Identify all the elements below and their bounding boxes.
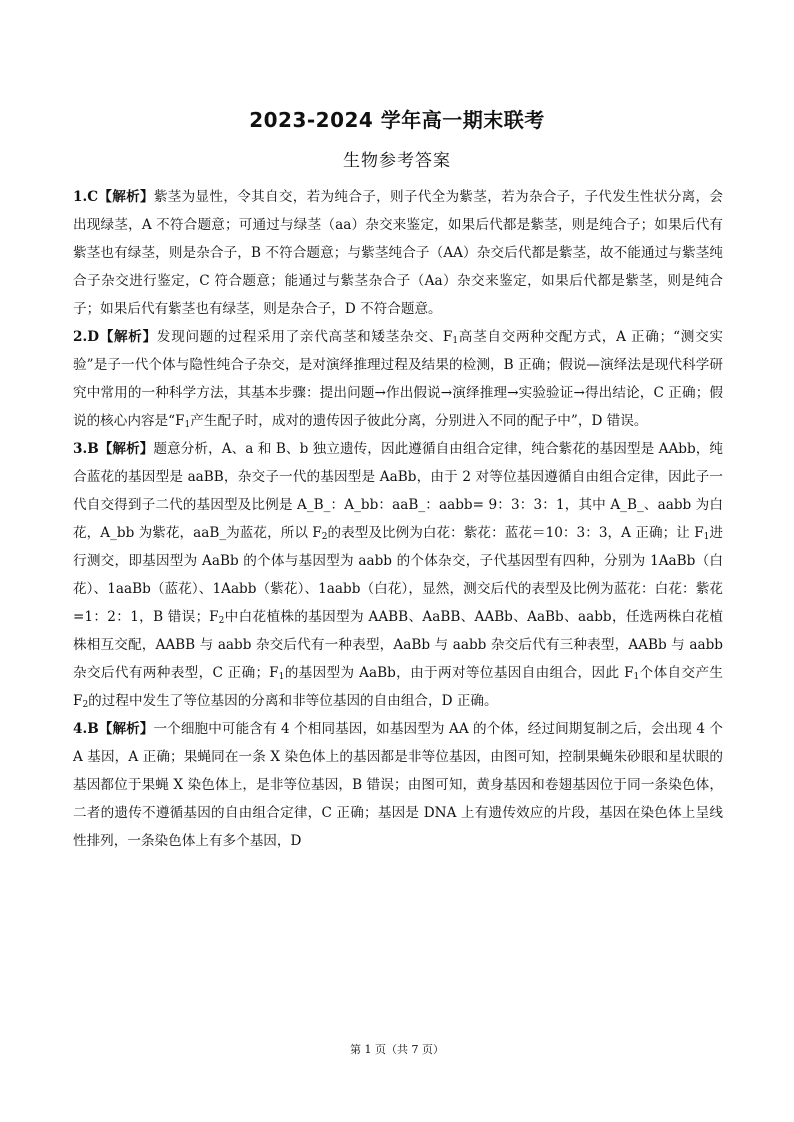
subscript: 1 bbox=[278, 672, 285, 682]
answer-text: 进行测交，即基因型为 AaBb 的个体与基因型为 aabb 的个体杂交，子代基因型有四种，分别为 1AaBb（白花）、1aaBb（蓝花）、1Aabb（紫花）、1aabb（白花），显然，测交后代的表型及比例为蓝花：白花：紫花=1：2：1，B 错误；F bbox=[73, 525, 724, 625]
subscript: 1 bbox=[703, 532, 710, 542]
subscript: 2 bbox=[321, 532, 328, 542]
answer-number: 4.B bbox=[73, 721, 99, 737]
answer-item bbox=[73, 323, 723, 435]
subscript: 1 bbox=[633, 672, 640, 682]
answer-number: 1.C bbox=[73, 189, 99, 205]
answer-text: 紫茎为显性，令其自交，若为纯合子，则子代全为紫茎，若为杂合子，子代发生性状分离，会出现绿茎，A 不符合题意；可通过与绿茎（aa）杂交来鉴定，如果后代都是紫茎，则是纯合子；如果后代有紫茎也有绿茎，则是杂合子，B 不符合题意；与紫茎纯合子（AA）杂交后代都是紫茎，故不能通过与紫茎纯合子杂交进行鉴定，C 符合题意；能通过与紫茎杂合子（Aa）杂交来鉴定，如果后代都是紫茎，则是纯合子；如果后代有紫茎也有绿茎，则是杂合子，D 不符合题意。 bbox=[73, 189, 724, 317]
answer-text: 题意分析，A、a 和 B、b 独立遗传，因此遵循自由组合定律，纯合紫花的基因型是 AAbb，纯合蓝花的基因型是 aaBB，杂交子一代的基因型是 AaBb，由于 2 对等位基因遵循自由组合定律，因此子一代自交得到子二代的基因型及比例是 A_B_：A_bb：aaB_：aabb= 9：3：3：1，其中 A_B_、aabb 为白花，A_bb 为紫花，aaB_为蓝花，所以 F bbox=[73, 441, 724, 541]
subscript: 2 bbox=[218, 616, 225, 626]
page-footer: 第 1 页（共 7 页） bbox=[350, 1043, 444, 1056]
answer-text: 个体自交产生 F bbox=[73, 665, 724, 709]
analysis-tag: 【解析】 bbox=[98, 189, 154, 205]
answer-text: 的表型及比例为白花：紫花：蓝花＝10：3：3，A 正确；让 F bbox=[327, 525, 704, 541]
answer-item bbox=[73, 715, 723, 855]
answer-number: 2.D bbox=[73, 329, 99, 345]
subscript: 2 bbox=[82, 700, 89, 710]
page-subtitle: 生物参考答案 bbox=[343, 151, 451, 171]
answer-text: 的基因型为 AaBb，由于两对等位基因自由组合，因此 F bbox=[284, 665, 634, 681]
subscript: 1 bbox=[452, 336, 459, 346]
answer-text: 中白花植株的基因型为 AABB、AaBB、AABb、AaBb、aabb，任选两株白花植株相互交配，AABB 与 aabb 杂交后代有一种表型，AaBb 与 aabb 杂交后代有三种表型，AABb 与 aabb 杂交后代有两种表型，C 正确；F bbox=[73, 609, 723, 681]
answer-text: 高茎自交两种交配方式，A 正确；“测交实验”是子一代个体与隐性纯合子杂交，是对演绎推理过程及结果的检测，B 正确；假说—演绎法是现代科学研究中常用的一种科学方法，其基本步骤：提出问题→作出假说→演绎推理→实验验证→得出结论，C 正确；假说的核心内容是“F bbox=[73, 329, 724, 429]
answer-item bbox=[73, 435, 723, 715]
answer-text: 一个细胞中可能含有 4 个相同基因，如基因型为 AA 的个体，经过间期复制之后，会出现 4 个 A 基因，A 正确；果蝇同在一条 X 染色体上的基因都是非等位基因，由图可知，控制果蝇朱砂眼和星状眼的基因都位于果蝇 X 染色体上，是非等位基因，B 错误；由图可知，黄身基因和卷翅基因位于同一条染色体，二者的遗传不遵循基因的自由组合定律，C 正确；基因是 DNA 上有遗传效应的片段，基因在染色体上呈线性排列，一条染色体上有多个基因，D bbox=[73, 721, 723, 849]
subscript: 1 bbox=[184, 420, 191, 430]
answer-text: 产生配子时，成对的遗传因子彼此分离，分别进入不同的配子中”，D 错误。 bbox=[190, 413, 648, 429]
answer-list bbox=[73, 183, 723, 855]
analysis-tag: 【解析】 bbox=[98, 441, 154, 457]
analysis-tag: 【解析】 bbox=[98, 721, 154, 737]
answer-number: 3.B bbox=[73, 441, 99, 457]
answer-item bbox=[73, 183, 723, 323]
answer-text: 发现问题的过程采用了亲代高茎和矮茎杂交、F bbox=[156, 329, 453, 345]
answer-text: 的过程中发生了等位基因的分离和非等位基因的自由组合，D 正确。 bbox=[88, 693, 498, 709]
analysis-tag: 【解析】 bbox=[98, 329, 157, 345]
page-title: 2023-2024 学年高一期末联考 bbox=[249, 108, 545, 132]
